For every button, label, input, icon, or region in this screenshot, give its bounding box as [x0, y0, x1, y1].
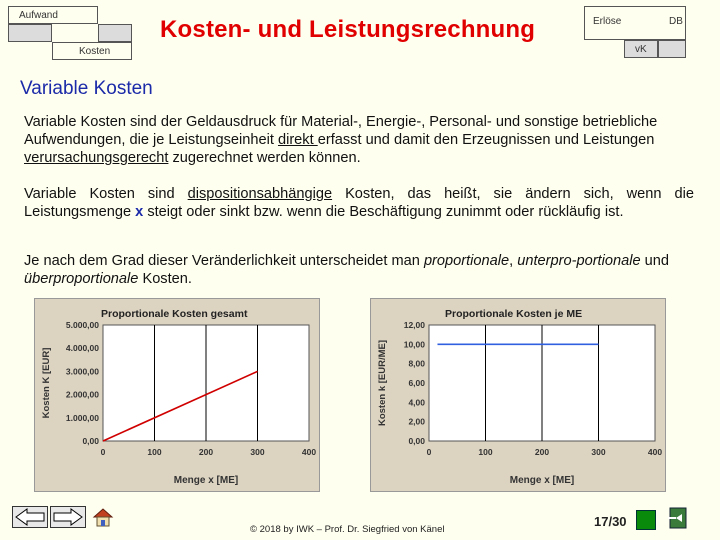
db-label: DB — [669, 16, 683, 27]
y-tick-label: 2.000,00 — [65, 389, 99, 400]
para1-underline-verursachung: verursachungsgerecht — [24, 150, 169, 166]
aufwand-box-mid — [8, 24, 52, 42]
para3-text-d: Kosten. — [138, 271, 192, 287]
x-tick-label: 400 — [301, 447, 317, 457]
arrow-left-icon — [13, 507, 47, 527]
forward-button[interactable] — [50, 506, 86, 528]
section-heading: Variable Kosten — [20, 78, 153, 99]
aufwand-box — [8, 6, 98, 24]
y-tick-label: 12,00 — [403, 320, 425, 330]
y-axis-label: Kosten k [EUR/ME] — [377, 339, 388, 427]
exit-button[interactable] — [666, 506, 690, 530]
vk-box — [624, 40, 658, 58]
para3-text-b: , — [509, 253, 518, 269]
para2-underline-dispo: dispositionsabhängige — [187, 186, 333, 202]
para1-text-b: erfasst und damit den Erzeugnissen und Leistungen — [317, 132, 655, 148]
y-tick-label: 3.000,00 — [65, 366, 99, 377]
x-tick-label: 0 — [426, 447, 432, 457]
paragraph-3 — [24, 252, 694, 288]
x-tick-label: 300 — [591, 447, 606, 457]
vk-label: vK — [635, 44, 647, 55]
y-tick-label: 5.000,00 — [65, 320, 99, 330]
y-tick-label: 0,00 — [82, 436, 99, 446]
para3-text-a: Je nach dem Grad dieser Veränderlichkeit unterscheidet man — [24, 253, 424, 269]
home-icon — [92, 506, 114, 528]
exit-door-icon — [666, 506, 690, 530]
para2-variable-x: x — [135, 204, 144, 220]
para3-italic-proportionale: proportionale — [423, 253, 510, 269]
x-axis-label: Menge x [ME] — [509, 475, 575, 486]
para1-text-c: zugerechnet werden können. — [168, 150, 361, 166]
page-title: Kosten- und Leistungsrechnung — [160, 16, 536, 43]
chart-total-costs — [34, 298, 320, 492]
x-tick-label: 200 — [534, 447, 550, 457]
y-tick-label: 10,00 — [403, 339, 425, 350]
chart-title: Proportionale Kosten gesamt — [101, 308, 248, 320]
para2-text-b: Kosten, das heißt, sie ändern sich, wenn die Leistungsmenge — [24, 186, 694, 220]
x-tick-label: 0 — [100, 447, 106, 457]
para2-text-a: Variable Kosten sind — [24, 186, 188, 202]
x-tick-label: 400 — [647, 447, 663, 457]
erloese-box — [584, 6, 686, 40]
x-tick-label: 200 — [198, 447, 214, 457]
para1-underline-direkt: direkt — [277, 132, 318, 148]
y-tick-label: 8,00 — [408, 358, 425, 369]
erloese-label: Erlöse — [593, 16, 622, 27]
green-square-icon — [636, 510, 656, 530]
para1-text-a: Variable Kosten sind der Geldausdruck für Material-, Energie-, Personal- und sonstige betriebliche Aufwendungen, die je Leistungseinheit — [24, 114, 658, 148]
x-tick-label: 100 — [147, 447, 162, 457]
x-axis-label: Menge x [ME] — [173, 475, 239, 486]
y-tick-label: 0,00 — [408, 436, 425, 446]
paragraph-1 — [24, 113, 694, 167]
y-tick-label: 2,00 — [408, 416, 425, 427]
home-button[interactable] — [92, 506, 114, 528]
arrow-right-icon — [51, 507, 85, 527]
x-tick-label: 300 — [250, 447, 265, 457]
footer-credit: © 2018 by IWK – Prof. Dr. Siegfried von Känel — [250, 524, 445, 535]
chart-title: Proportionale Kosten je ME — [445, 308, 583, 320]
back-button[interactable] — [12, 506, 48, 528]
x-tick-label: 100 — [478, 447, 493, 457]
para2-text-c: steigt oder sinkt bzw. wenn die Beschäftigung zunimmt oder rückläufig ist. — [143, 204, 624, 220]
vk-box-right — [658, 40, 686, 58]
para3-italic-ueberproportionale: überproportionale — [24, 271, 139, 287]
y-axis-label: Kosten K [EUR] — [41, 347, 52, 419]
chart-total-costs-svg — [35, 299, 319, 491]
chart-unit-costs — [370, 298, 666, 492]
para3-text-c: und — [640, 253, 669, 269]
kosten-label: Kosten — [79, 46, 111, 57]
para3-italic-unterproportionale: unterpro-portionale — [517, 253, 641, 269]
paragraph-2 — [24, 185, 694, 221]
aufwand-box-mid-right — [98, 24, 132, 42]
kosten-box — [52, 42, 132, 60]
chart-unit-costs-svg — [371, 299, 665, 491]
page-number: 17/30 — [594, 514, 627, 529]
y-tick-label: 4.000,00 — [65, 343, 99, 354]
aufwand-label: Aufwand — [19, 10, 58, 21]
y-tick-label: 6,00 — [408, 378, 425, 388]
y-tick-label: 4,00 — [408, 397, 425, 408]
y-tick-label: 1.000,00 — [65, 412, 99, 423]
